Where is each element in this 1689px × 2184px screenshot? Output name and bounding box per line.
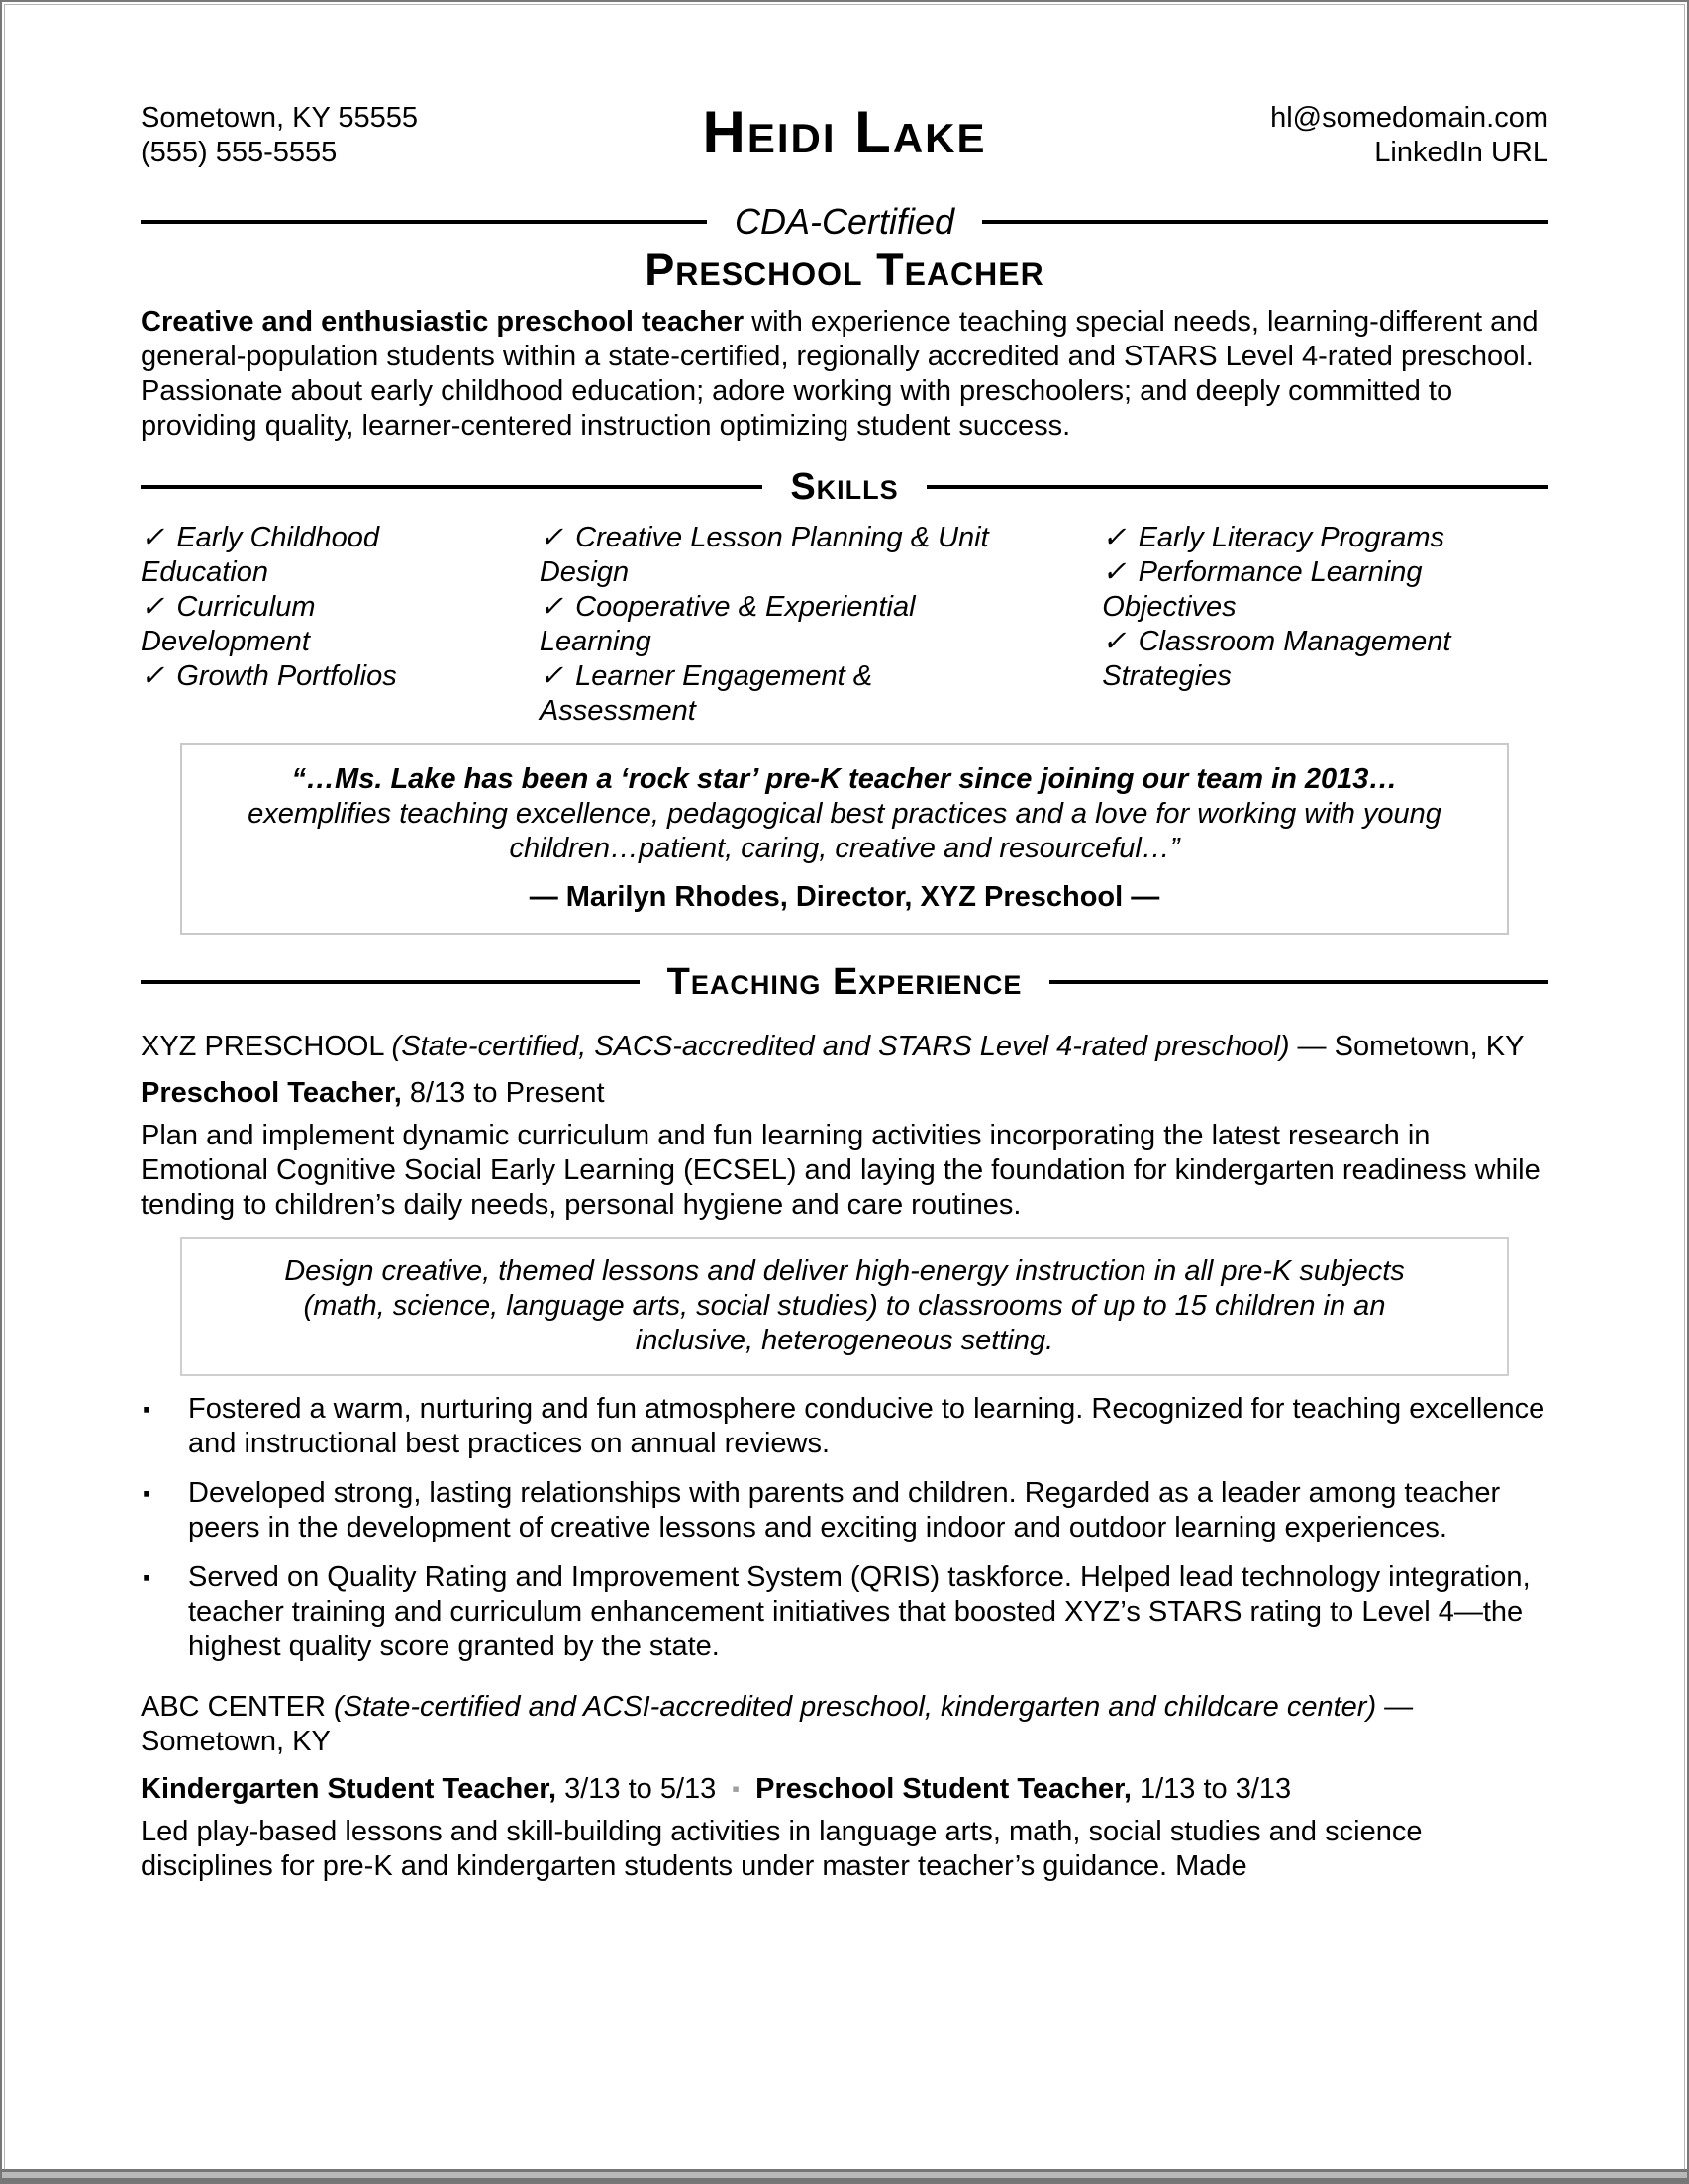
check-icon: ✓	[539, 522, 564, 553]
bullet-icon: ▪	[143, 1480, 151, 1506]
testimonial-box	[180, 743, 1509, 935]
skill-item	[1102, 555, 1537, 625]
job-title-line	[141, 1771, 1548, 1807]
skill-label: Curriculum Development	[141, 591, 316, 657]
skill-label: Early Childhood Education	[141, 522, 380, 588]
skills-grid	[141, 521, 1548, 729]
job-bullets	[141, 1392, 1548, 1664]
experience-section	[141, 960, 1548, 1884]
bullet-item	[141, 1560, 1548, 1664]
rule-left	[141, 220, 707, 224]
job-title-line	[141, 1076, 1548, 1111]
bottom-page-edge-bar	[2, 2169, 1687, 2182]
skill-item	[540, 659, 998, 729]
skills-column	[540, 521, 1102, 729]
bullet-text: Developed strong, lasting relationships with parents and children. Regarded as a leader among teacher peers in the development of creative lessons and exciting indoor and outdoor learning experiences.	[188, 1477, 1501, 1543]
rule-right	[1049, 980, 1548, 984]
job-description: Plan and implement dynamic curriculum and fun learning activities incorporating the latest research in Emotional Cognitive Social Early Learning (ECSEL) and laying the foundation for kindergarten readiness while tending to children’s daily needs, personal hygiene and care routines.	[141, 1120, 1540, 1221]
experience-heading	[141, 960, 1548, 1004]
check-icon: ✓	[1102, 556, 1127, 588]
skill-item	[1102, 521, 1537, 555]
employer-location: — Sometown, KY	[1289, 1031, 1525, 1062]
skill-label: Classroom Management Strategies	[1102, 626, 1451, 692]
skills-column	[141, 521, 540, 729]
skill-item	[540, 521, 998, 590]
separator-square-icon: ▪	[732, 1776, 741, 1801]
testimonial-quote-rest: exemplifies teaching excellence, pedagogical best practices and a love for working with young children…patient, caring, creative and resourceful…”	[248, 798, 1441, 864]
contact-linkedin: LinkedIn URL	[1374, 137, 1548, 168]
check-icon: ✓	[1102, 626, 1127, 657]
skills-heading	[141, 465, 1548, 509]
skill-label: Cooperative & Experiential Learning	[539, 591, 916, 657]
job-entry	[141, 1030, 1548, 1664]
bullet-icon: ▪	[143, 1396, 151, 1422]
certification-heading	[141, 202, 1548, 242]
check-icon: ✓	[141, 522, 165, 553]
skills-column	[1102, 521, 1548, 729]
bullet-item	[141, 1476, 1548, 1545]
summary-lead: Creative and enthusiastic preschool teacher	[141, 306, 745, 338]
check-icon: ✓	[539, 660, 564, 692]
skills-section	[141, 465, 1548, 729]
experience-heading-label: Teaching Experience	[666, 961, 1023, 1003]
contact-info-left	[141, 101, 672, 170]
testimonial-attribution: — Marilyn Rhodes, Director, XYZ Preschool —	[529, 881, 1160, 913]
job-title: Preschool Student Teacher,	[755, 1773, 1132, 1805]
job-title: Preschool Teacher,	[141, 1077, 402, 1109]
skill-label: Learner Engagement & Assessment	[539, 660, 873, 727]
contact-email: hl@somedomain.com	[1270, 102, 1548, 134]
rule-right	[982, 220, 1548, 224]
job-entry	[141, 1690, 1548, 1884]
employer-line	[141, 1030, 1548, 1064]
check-icon: ✓	[539, 591, 564, 623]
candidate-name: Heidi Lake	[702, 99, 987, 165]
contact-phone: (555) 555-5555	[141, 137, 338, 168]
employer-name: ABC CENTER	[141, 1691, 334, 1723]
page-title: Preschool Teacher	[645, 245, 1044, 295]
contact-location: Sometown, KY 55555	[141, 102, 418, 134]
skill-item	[141, 659, 470, 694]
skill-item	[141, 521, 470, 590]
check-icon: ✓	[1102, 522, 1127, 553]
bullet-text: Fostered a warm, nurturing and fun atmosphere conducive to learning. Recognized for teaching excellence and instructional best practices on annual reviews.	[188, 1393, 1545, 1459]
bullet-text: Served on Quality Rating and Improvement System (QRIS) taskforce. Helped lead technology integration, teacher training and curriculum enhancement initiatives that boosted XYZ’s STARS rating to Level 4—the highest quality score granted by the state.	[188, 1561, 1531, 1662]
job-description: Led play-based lessons and skill-building activities in language arts, math, social studies and science disciplines for pre-K and kindergarten students under master teacher’s guidance. Made	[141, 1816, 1423, 1882]
rule-left	[141, 980, 640, 984]
check-icon: ✓	[141, 591, 165, 623]
skill-label: Growth Portfolios	[176, 660, 397, 692]
employer-detail: (State-certified and ACSI-accredited preschool, kindergarten and childcare center)	[333, 1691, 1377, 1723]
job-dates: 3/13 to 5/13	[556, 1773, 717, 1805]
skill-item	[540, 590, 998, 659]
skill-item	[1102, 625, 1537, 694]
resume-content	[2, 2, 1687, 1884]
job-title: Kindergarten Student Teacher,	[141, 1773, 557, 1805]
testimonial-quote-lead: “…Ms. Lake has been a ‘rock star’ pre-K teacher since joining our team in 2013…	[291, 763, 1398, 795]
employer-line	[141, 1690, 1548, 1759]
employer-detail: (State-certified, SACS-accredited and STARS Level 4-rated preschool)	[391, 1031, 1290, 1062]
certification-label: CDA-Certified	[734, 201, 955, 242]
header	[141, 101, 1548, 170]
bullet-item	[141, 1392, 1548, 1461]
rule-right	[927, 485, 1548, 489]
job-dates: 8/13 to Present	[401, 1077, 605, 1109]
employer-name: XYZ PRESCHOOL	[141, 1031, 392, 1062]
skill-label: Early Literacy Programs	[1138, 522, 1445, 553]
skill-item	[141, 590, 470, 659]
employer-location: — Sometown, KY	[141, 1691, 1414, 1757]
skill-label: Performance Learning Objectives	[1102, 556, 1423, 623]
job-dates: 1/13 to 3/13	[1131, 1773, 1292, 1805]
skill-label: Creative Lesson Planning & Unit Design	[539, 522, 989, 588]
contact-info-right	[1017, 101, 1549, 170]
summary-paragraph	[141, 305, 1548, 444]
bullet-icon: ▪	[143, 1564, 151, 1590]
check-icon: ✓	[141, 660, 165, 692]
skills-heading-label: Skills	[790, 466, 899, 508]
rule-left	[141, 485, 762, 489]
job-highlight-box: Design creative, themed lessons and deliver high-energy instruction in all pre-K subjects (math, science, language arts, social studies) to classrooms of up to 15 children in an inclusive, heterogeneous setting.	[180, 1237, 1509, 1376]
summary-body: with experience teaching special needs, learning-different and general-population students within a state-certified, regionally accredited and STARS Level 4-rated preschool. Passionate about early childhood education; adore working with preschoolers; and deeply committed to providing quality, learner-centered instruction optimizing student success.	[141, 306, 1539, 442]
